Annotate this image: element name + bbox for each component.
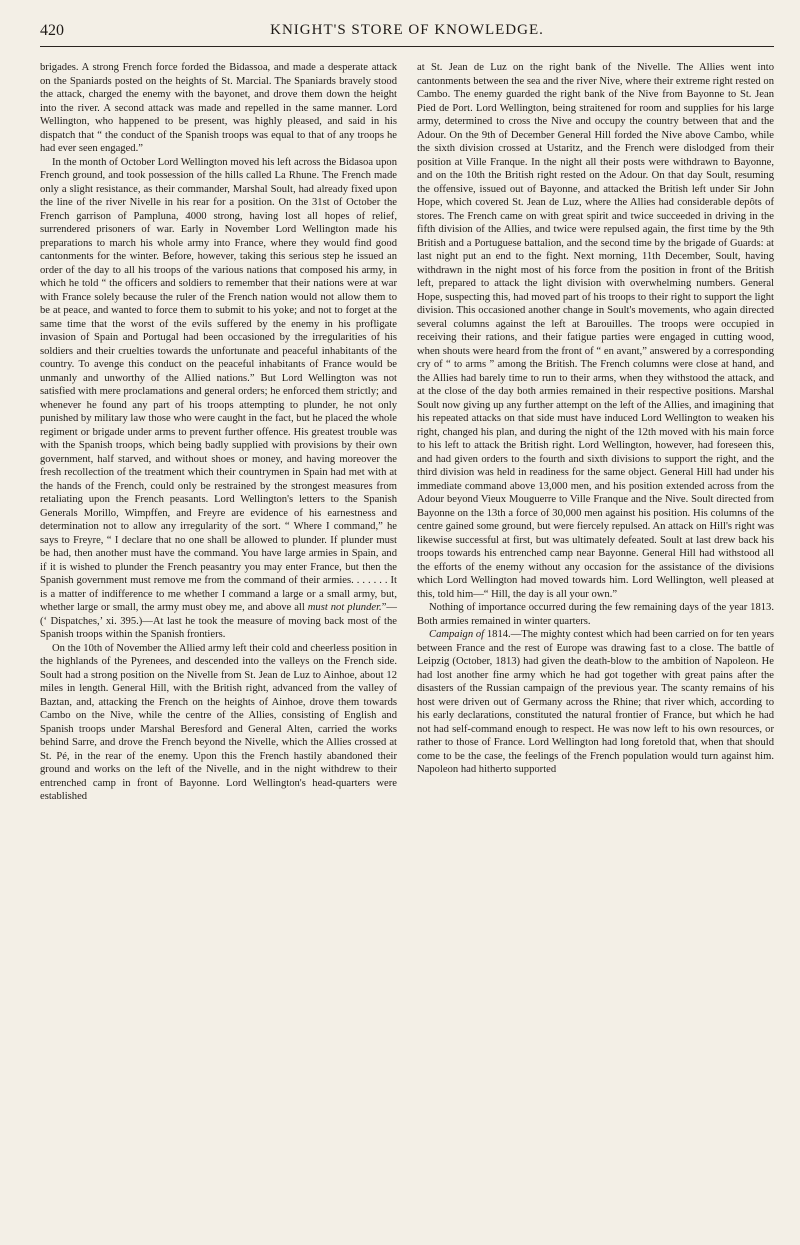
right-column: [417, 61, 774, 804]
section-heading: Campaign of: [429, 629, 485, 640]
right-paragraph-2: Nothing of importance occurred during the few remaining days of the year 1813. Both armies remained in winter quarters.: [417, 602, 774, 627]
left-paragraph-1: brigades. A strong French force forded the Bidassoa, and made a desperate attack on the Spaniards posted on the heights of St. Marcial. The Spaniards bravely stood the attack, charged the enemy with the bayonet, and drove them down the height into the river. A second attack was made and repelled in the same manner. Lord Wellington, who happened to be present, was highly pleased, and said in his dispatch that “ the conduct of the Spanish troops was equal to that of any troops he had ever seen engaged.”: [40, 62, 397, 154]
running-title: KNIGHT'S STORE OF KNOWLEDGE.: [270, 22, 544, 38]
left-paragraph-2-emphasis: must not plunder.: [307, 602, 382, 613]
left-paragraph-3: On the 10th of November the Allied army left their cold and cheerless position in the highlands of the Pyrenees, and descended into the valleys on the French side. Soult had a strong position on the Nivelle from St. Jean de Luz to Ainhoe, about 12 miles in length. General Hill, with the British right, advanced from the valley of Baztan, and, attacking the French on the heights of Ainhoe, drove them towards Cambo on the Nive, while the centre of the Allies, consisting of English and Spanish troops under Marshal Beresford and General Alten, carried the works behind Sarre, and drove the French beyond the Nivelle, which the Allies crossed at St. Pé, in the rear of the enemy. Upon this the French hastily abandoned their ground and works on the left of the Nivelle, and in the night withdrew to their entrenched camp in front of Bayonne. Lord Wellington's head-quarters were established: [40, 642, 397, 802]
right-paragraph-1: at St. Jean de Luz on the right bank of the Nivelle. The Allies went into cantonments between the sea and the river Nive, where their extreme right rested on Cambo. The enemy guarded the right bank of the Nive from Bayonne to St. Jean Pied de Port. Lord Wellington, being straitened for room and supplies for his large army, determined to cross the Nive and occupy the country between that and the Adour. On the 9th of December General Hill forded the Nive above Cambo, while the sixth division crossed at Ustaritz, and the French were dislodged from their position at Ville Franque. In the night all their posts were withdrawn to Bayonne, and on the 10th the British right rested on the Adour. On that day Soult, resuming the offensive, issued out of Bayonne, and attacked the British left under Sir John Hope, which covered St. Jean de Luz, where the Allies had considerable depôts of stores. The French came on with great spirit and twice succeeded in driving in the fifth division of the Allies, and twice were repulsed again, the first time by the 9th British and a Portuguese battalion, and the second time by the brigade of Guards: at last night put an end to the fight. Next morning, 11th December, Soult, having withdrawn in the night most of his force from the position in front of the British left, prepared to attack the light division with overwhelming numbers. General Hope, suspecting this, had moved part of his troops to their right to support the light division. This occasioned another change in Soult's movements, who again directed several columns against the left at Barouilles. The troops were occupied in receiving their rations, and their fatigue parties were engaged in cutting wood, when shouts were heard from the front of “ en avant,” answered by a corresponding cry of “ to arms ” among the British. The French columns were close at hand, and the Allies had barely time to run to their arms, when they withstood the attack, and at the close of the day both armies remained in their respective positions. Marshal Soult now giving up any further attempt on the left of the Allies, and imagining that his repeated attacks on that side must have induced Lord Wellington to weaken his right, changed his plan, and during the night of the 12th moved with his main force to his left to attack the British right. Lord Wellington, however, had foreseen this, and had given orders to the fourth and sixth divisions to support the right, and the third division was held in readiness for the same object. General Hill had under his immediate command above 13,000 men, and his position extended across from the Adour beyond Vieux Mouguerre to Ville Franque and the Nive. Soult directed from Bayonne on the 13th a force of 30,000 men against his position. His columns of the centre gained some ground, but were fiercely repulsed. An attack on Hill's right was likewise successful at first, but was ultimately defeated. Soult at last drew back his troops towards his entrenched camp near Bayonne. General Hill had withstood all the efforts of the enemy without any occasion for the assistance of the divisions which Lord Wellington had moved towards him. Lord Wellington, well pleased at this, told him—“ Hill, the day is all your own.”: [417, 62, 774, 600]
running-header: [40, 22, 774, 47]
text-columns: [40, 61, 774, 804]
left-column: [40, 61, 397, 804]
right-paragraph-3: [417, 628, 774, 777]
left-paragraph-2-text: In the month of October Lord Wellington moved his left across the Bidasoa upon French ground, and took possession of the hills called La Rhune. The French made only a slight resistance, as their commander, Marshal Soult, had already fixed upon the line of the river Nivelle in his rear for a position. On the 31st of October the French garrison of Pampluna, 4000 strong, having lost all hopes of relief, surrendered prisoners of war. Early in November Lord Wellington made his preparations to march his whole army into France, where they would find good cantonments for the winter. Before, however, taking this serious step he issued an order of the day to all his troops of the various nations that composed his army, in which he told “ the officers and soldiers to remember that their nations were at war with France solely because the ruler of the French nation would not allow them to be at peace, and wanted to force them to submit to his yoke; and not to forget at the same time that the worst of the evils suffered by the enemy in his profligate invasion of Spain and Portugal had been occasioned by the irregularities of his soldiers and their cruelties towards the unfortunate and peaceful inhabitants of the country. To avenge this conduct on the peaceful inhabitants of France would be unmanly and unworthy of the Allied nations.” But Lord Wellington was not satisfied with mere proclamations and general orders; he enforced them strictly; and whenever he found any part of his troops attempting to plunder, he not only punished by military law those who were caught in the fact, but he placed the whole regiment or brigade under arms to prevent further offence. His greatest trouble was with the Spanish troops, which being badly supplied with provisions by their own government, half starved, and without shoes or money, and having moreover the fresh recollection of the treatment which their countrymen in Spain had met with at the hands of the French, could only be restrained by the strongest measures from retaliating upon the French peasants. Lord Wellington's letters to the Spanish Generals Morillo, Wimpffen, and Freyre are evidence of his earnestness and determination not to allow any irregularity of the sort. “ Where I command,” he says to Freyre, “ I declare that no one shall be allowed to plunder. If plunder must be had, then another must have the command. You have large armies in Spain, and if it is wished to plunder the French peasantry you may enter France, but then the Spanish government must remove me from the command of their armies. . . . . . . It is a matter of indifference to me whether I command a large or a small army, but, whether large or small, the army must obey me, and above all: [40, 156, 397, 613]
right-paragraph-3-text: 1814.—The mighty contest which had been carried on for ten years between France and the rest of Europe was drawing fast to a close. The battle of Leipzig (October, 1813) had given the death-blow to the ambition of Napoleon. He had lost another fine army which he had got together with great pains after the disasters of the Russian campaign of the previous year. The scanty remains of his host were driven out of Germany across the Rhine; that river which, according to his early declarations, constituted the natural frontier of France, but which he had not had self-command enough to respect. He was now left to his own resources, or rather to those of France. Lord Wellington had long foretold that, when that should come to be the case, the feelings of the French population would turn against him. Napoleon had hitherto supported: [417, 629, 774, 775]
page-number: 420: [40, 22, 64, 39]
left-paragraph-2: [40, 156, 397, 642]
left-paragraph-2-tail: ”—(‘ Dispatches,’ xi. 395.)—At last he took the measure of moving back most of the Spanish troops within the Spanish frontiers.: [40, 602, 397, 640]
